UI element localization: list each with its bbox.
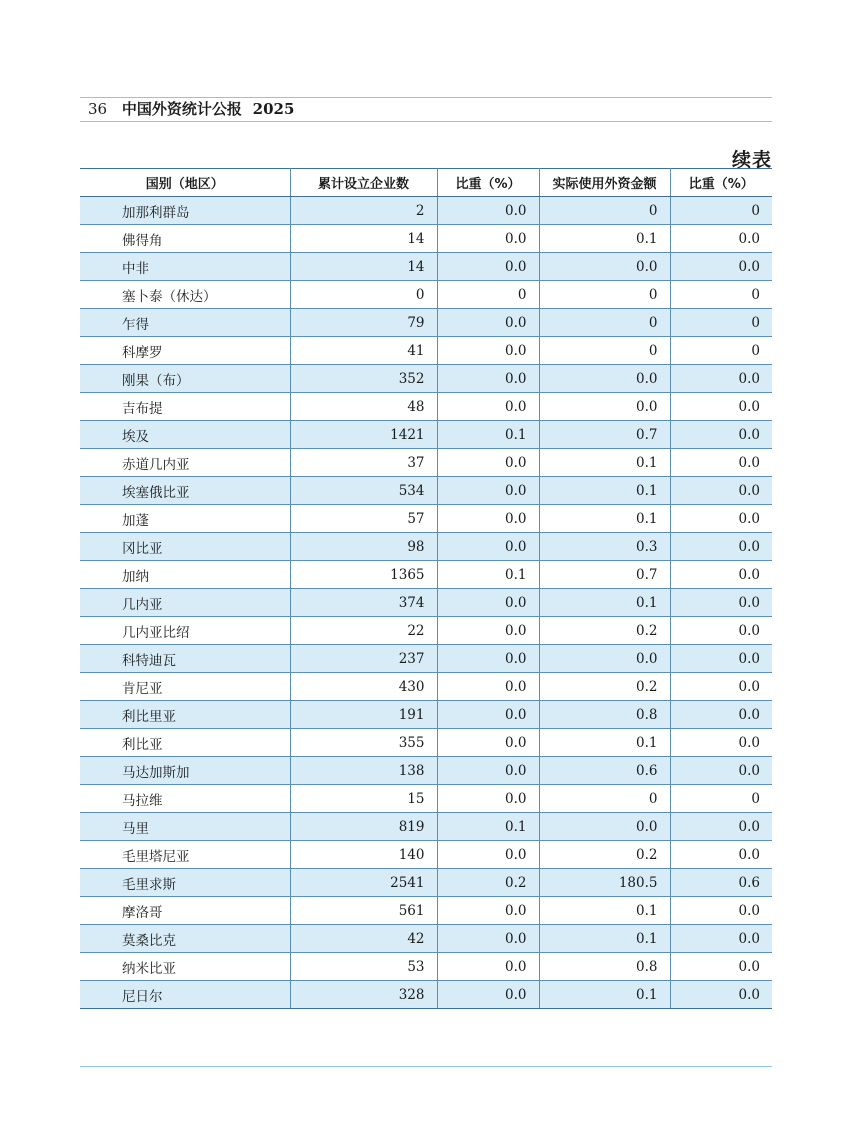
enterprise-share-cell: 0.0 (437, 589, 539, 617)
enterprise-count-cell: 1421 (290, 421, 437, 449)
country-name-cell: 吉布提 (80, 393, 290, 421)
fdi-amount-cell: 0.0 (539, 813, 670, 841)
country-name-cell: 尼日尔 (80, 981, 290, 1009)
publication-title: 中国外资统计公报 (121, 100, 242, 118)
country-name-cell: 乍得 (80, 309, 290, 337)
country-name-cell: 毛里求斯 (80, 869, 290, 897)
fdi-share-cell: 0.0 (670, 729, 772, 757)
table-row (80, 981, 772, 1009)
enterprise-share-cell: 0.0 (437, 365, 539, 393)
table-row (80, 897, 772, 925)
country-name-cell: 埃塞俄比亚 (80, 477, 290, 505)
enterprise-count-cell: 14 (290, 253, 437, 281)
fdi-share-cell: 0.0 (670, 477, 772, 505)
fdi-share-cell: 0.0 (670, 505, 772, 533)
country-name-cell: 几内亚比绍 (80, 617, 290, 645)
col-header-enterprises: 累计设立企业数 (290, 169, 437, 197)
fdi-amount-cell: 0.0 (539, 645, 670, 673)
fdi-share-cell: 0.0 (670, 589, 772, 617)
country-name-cell: 埃及 (80, 421, 290, 449)
country-name-cell: 加那利群岛 (80, 197, 290, 225)
country-name-cell: 几内亚 (80, 589, 290, 617)
table-row (80, 505, 772, 533)
enterprise-share-cell: 0.0 (437, 673, 539, 701)
enterprise-count-cell: 14 (290, 225, 437, 253)
fdi-share-cell: 0.0 (670, 533, 772, 561)
fdi-share-cell: 0 (670, 281, 772, 309)
enterprise-share-cell: 0.0 (437, 253, 539, 281)
enterprise-share-cell: 0.0 (437, 953, 539, 981)
table-row (80, 253, 772, 281)
table-row (80, 701, 772, 729)
fdi-amount-cell: 0 (539, 309, 670, 337)
header-rule-bottom (80, 121, 772, 122)
statistics-table (80, 168, 772, 1009)
fdi-share-cell: 0.0 (670, 757, 772, 785)
fdi-amount-cell: 0.7 (539, 421, 670, 449)
country-name-cell: 毛里塔尼亚 (80, 841, 290, 869)
fdi-amount-cell: 0 (539, 337, 670, 365)
enterprise-count-cell: 79 (290, 309, 437, 337)
country-name-cell: 莫桑比克 (80, 925, 290, 953)
table-row (80, 953, 772, 981)
fdi-amount-cell: 0.1 (539, 589, 670, 617)
table-row (80, 785, 772, 813)
fdi-share-cell: 0.0 (670, 953, 772, 981)
fdi-amount-cell: 0.1 (539, 981, 670, 1009)
enterprise-count-cell: 819 (290, 813, 437, 841)
table-row (80, 729, 772, 757)
table-row (80, 561, 772, 589)
fdi-share-cell: 0.0 (670, 421, 772, 449)
fdi-amount-cell: 0.6 (539, 757, 670, 785)
fdi-share-cell: 0.0 (670, 365, 772, 393)
fdi-share-cell: 0.0 (670, 981, 772, 1009)
table-row (80, 925, 772, 953)
enterprise-share-cell: 0.0 (437, 225, 539, 253)
fdi-share-cell: 0.0 (670, 701, 772, 729)
table-row (80, 365, 772, 393)
table-row (80, 673, 772, 701)
table-row (80, 421, 772, 449)
country-name-cell: 加纳 (80, 561, 290, 589)
country-name-cell: 科特迪瓦 (80, 645, 290, 673)
table-row (80, 757, 772, 785)
enterprise-share-cell: 0.0 (437, 393, 539, 421)
footer-rule (80, 1066, 772, 1067)
enterprise-share-cell: 0.0 (437, 645, 539, 673)
enterprise-share-cell: 0.0 (437, 197, 539, 225)
header-rule-top (80, 97, 772, 98)
enterprise-count-cell: 0 (290, 281, 437, 309)
table-row (80, 589, 772, 617)
enterprise-share-cell: 0.0 (437, 701, 539, 729)
table-row (80, 533, 772, 561)
country-name-cell: 纳米比亚 (80, 953, 290, 981)
enterprise-count-cell: 41 (290, 337, 437, 365)
fdi-amount-cell: 0.1 (539, 925, 670, 953)
enterprise-count-cell: 42 (290, 925, 437, 953)
enterprise-share-cell: 0.0 (437, 617, 539, 645)
enterprise-count-cell: 191 (290, 701, 437, 729)
continued-label: 续表 (731, 149, 772, 171)
country-name-cell: 利比里亚 (80, 701, 290, 729)
country-name-cell: 摩洛哥 (80, 897, 290, 925)
country-name-cell: 刚果（布） (80, 365, 290, 393)
fdi-share-cell: 0.0 (670, 645, 772, 673)
enterprise-share-cell: 0 (437, 281, 539, 309)
table-row (80, 869, 772, 897)
fdi-amount-cell: 0 (539, 197, 670, 225)
enterprise-share-cell: 0.1 (437, 561, 539, 589)
enterprise-count-cell: 98 (290, 533, 437, 561)
col-header-country: 国别（地区） (80, 169, 290, 197)
col-header-share-amount: 比重（%） (670, 169, 772, 197)
publication-year: 2025 (252, 100, 295, 118)
fdi-amount-cell: 0.1 (539, 729, 670, 757)
enterprise-share-cell: 0.0 (437, 981, 539, 1009)
country-name-cell: 冈比亚 (80, 533, 290, 561)
fdi-share-cell: 0.0 (670, 225, 772, 253)
enterprise-share-cell: 0.1 (437, 421, 539, 449)
enterprise-share-cell: 0.0 (437, 897, 539, 925)
enterprise-count-cell: 237 (290, 645, 437, 673)
enterprise-count-cell: 53 (290, 953, 437, 981)
fdi-amount-cell: 0.1 (539, 449, 670, 477)
fdi-share-cell: 0.0 (670, 925, 772, 953)
table-row (80, 225, 772, 253)
enterprise-share-cell: 0.0 (437, 337, 539, 365)
table-row (80, 617, 772, 645)
enterprise-count-cell: 328 (290, 981, 437, 1009)
country-name-cell: 中非 (80, 253, 290, 281)
fdi-amount-cell: 0 (539, 281, 670, 309)
country-name-cell: 肯尼亚 (80, 673, 290, 701)
enterprise-share-cell: 0.2 (437, 869, 539, 897)
country-name-cell: 塞卜泰（休达） (80, 281, 290, 309)
enterprise-share-cell: 0.0 (437, 729, 539, 757)
enterprise-count-cell: 37 (290, 449, 437, 477)
fdi-amount-cell: 0.2 (539, 673, 670, 701)
enterprise-count-cell: 22 (290, 617, 437, 645)
enterprise-count-cell: 57 (290, 505, 437, 533)
fdi-share-cell: 0 (670, 337, 772, 365)
table-row (80, 309, 772, 337)
fdi-share-cell: 0.0 (670, 253, 772, 281)
country-name-cell: 佛得角 (80, 225, 290, 253)
fdi-amount-cell: 0.1 (539, 505, 670, 533)
country-name-cell: 利比亚 (80, 729, 290, 757)
fdi-amount-cell: 0.8 (539, 953, 670, 981)
fdi-amount-cell: 0.7 (539, 561, 670, 589)
enterprise-share-cell: 0.1 (437, 813, 539, 841)
enterprise-count-cell: 15 (290, 785, 437, 813)
fdi-amount-cell: 0.8 (539, 701, 670, 729)
country-name-cell: 马里 (80, 813, 290, 841)
enterprise-count-cell: 352 (290, 365, 437, 393)
fdi-amount-cell: 0.1 (539, 897, 670, 925)
enterprise-count-cell: 374 (290, 589, 437, 617)
enterprise-count-cell: 534 (290, 477, 437, 505)
fdi-share-cell: 0.0 (670, 897, 772, 925)
fdi-share-cell: 0.0 (670, 393, 772, 421)
table-row (80, 449, 772, 477)
fdi-amount-cell: 0.3 (539, 533, 670, 561)
col-header-fdi-amount: 实际使用外资金额 (539, 169, 670, 197)
fdi-amount-cell: 180.5 (539, 869, 670, 897)
fdi-share-cell: 0.0 (670, 561, 772, 589)
fdi-share-cell: 0.0 (670, 449, 772, 477)
fdi-share-cell: 0 (670, 309, 772, 337)
fdi-amount-cell: 0 (539, 785, 670, 813)
table-row (80, 197, 772, 225)
fdi-amount-cell: 0.2 (539, 841, 670, 869)
enterprise-count-cell: 430 (290, 673, 437, 701)
table-row (80, 337, 772, 365)
enterprise-share-cell: 0.0 (437, 449, 539, 477)
fdi-amount-cell: 0.1 (539, 477, 670, 505)
fdi-share-cell: 0.0 (670, 617, 772, 645)
table-row (80, 645, 772, 673)
enterprise-share-cell: 0.0 (437, 925, 539, 953)
country-name-cell: 赤道几内亚 (80, 449, 290, 477)
table-row (80, 477, 772, 505)
table-header-row (80, 169, 772, 197)
enterprise-count-cell: 48 (290, 393, 437, 421)
page-number: 36 (88, 100, 108, 118)
fdi-amount-cell: 0.1 (539, 225, 670, 253)
enterprise-count-cell: 355 (290, 729, 437, 757)
fdi-share-cell: 0 (670, 785, 772, 813)
fdi-amount-cell: 0.0 (539, 253, 670, 281)
fdi-share-cell: 0.0 (670, 673, 772, 701)
table-row (80, 813, 772, 841)
table-row (80, 281, 772, 309)
enterprise-share-cell: 0.0 (437, 785, 539, 813)
enterprise-count-cell: 1365 (290, 561, 437, 589)
country-name-cell: 科摩罗 (80, 337, 290, 365)
table-row (80, 841, 772, 869)
fdi-amount-cell: 0.0 (539, 365, 670, 393)
enterprise-share-cell: 0.0 (437, 309, 539, 337)
fdi-share-cell: 0.6 (670, 869, 772, 897)
table-row (80, 393, 772, 421)
enterprise-count-cell: 140 (290, 841, 437, 869)
fdi-share-cell: 0 (670, 197, 772, 225)
country-name-cell: 马达加斯加 (80, 757, 290, 785)
enterprise-count-cell: 2 (290, 197, 437, 225)
enterprise-share-cell: 0.0 (437, 505, 539, 533)
col-header-share-enterprises: 比重（%） (437, 169, 539, 197)
enterprise-share-cell: 0.0 (437, 477, 539, 505)
enterprise-count-cell: 2541 (290, 869, 437, 897)
fdi-amount-cell: 0.2 (539, 617, 670, 645)
country-name-cell: 加蓬 (80, 505, 290, 533)
running-header (88, 100, 294, 118)
enterprise-count-cell: 138 (290, 757, 437, 785)
fdi-share-cell: 0.0 (670, 813, 772, 841)
enterprise-count-cell: 561 (290, 897, 437, 925)
enterprise-share-cell: 0.0 (437, 533, 539, 561)
country-name-cell: 马拉维 (80, 785, 290, 813)
fdi-amount-cell: 0.0 (539, 393, 670, 421)
enterprise-share-cell: 0.0 (437, 841, 539, 869)
fdi-share-cell: 0.0 (670, 841, 772, 869)
enterprise-share-cell: 0.0 (437, 757, 539, 785)
